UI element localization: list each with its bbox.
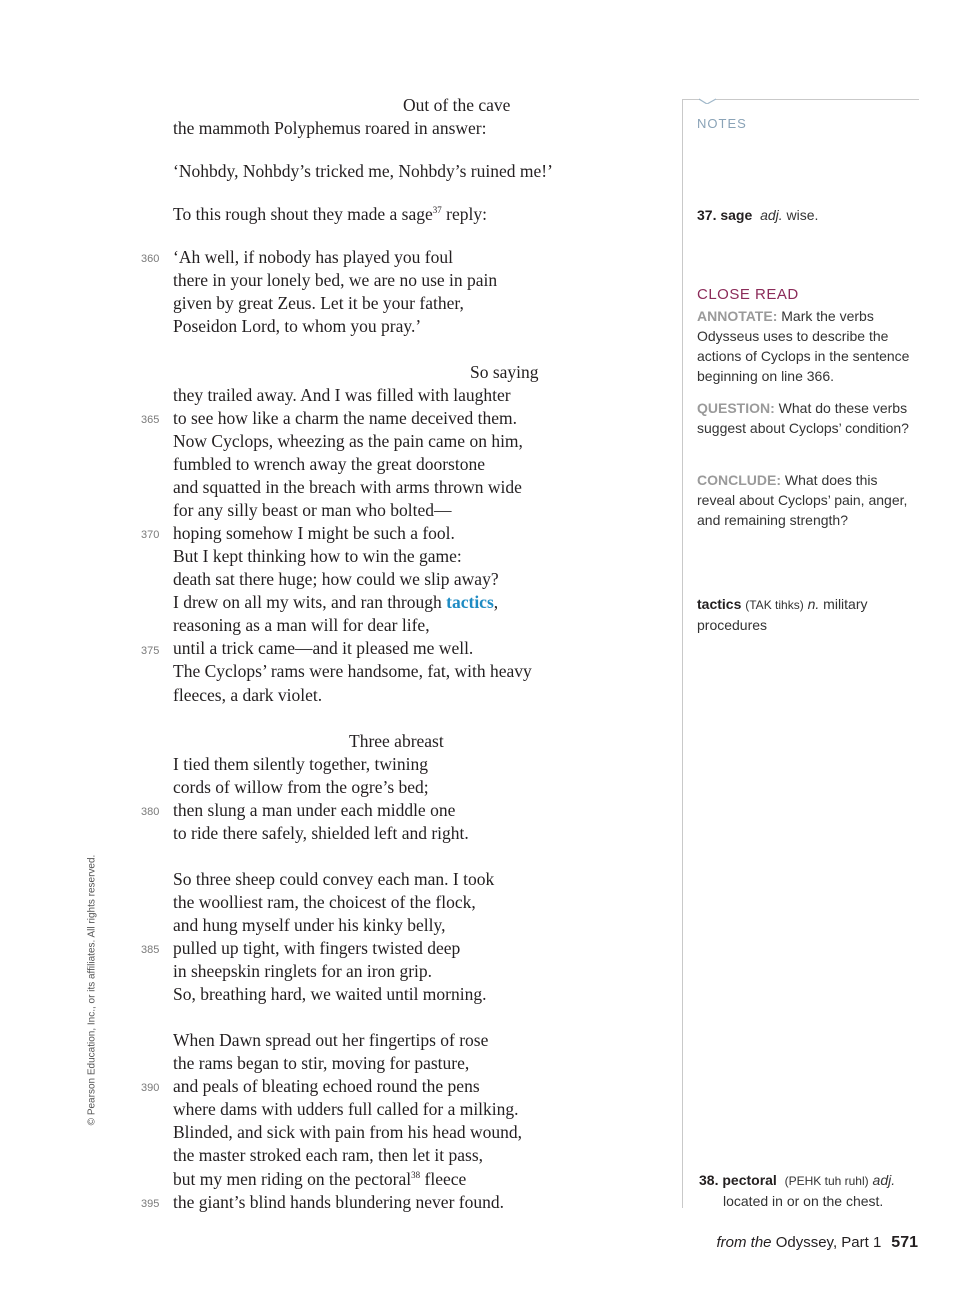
poem-line: and peals of bleating echoed round the pens [173, 1076, 480, 1096]
poem-line: and squatted in the breach with arms thrown wide [173, 477, 522, 497]
poem-line: ‘Nohbdy, Nohbdy’s tricked me, Nohbdy’s ruined me!’ [173, 161, 553, 181]
line-number: 370 [141, 529, 160, 541]
line-number: 375 [141, 645, 160, 657]
poem-line: So saying [470, 362, 539, 382]
poem-line: I tied them silently together, twining [173, 754, 428, 774]
notes-divider [682, 99, 700, 100]
line-number: 395 [141, 1198, 160, 1210]
poem-line: then slung a man under each middle one [173, 800, 456, 820]
poem-line: So, breathing hard, we waited until morning. [173, 984, 487, 1004]
poem-line: When Dawn spread out her fingertips of rose [173, 1030, 489, 1050]
page-number: 571 [891, 1234, 918, 1251]
line-number: 365 [141, 414, 160, 426]
poem-line: Blinded, and sick with pain from his head wound, [173, 1122, 522, 1142]
poem-line: Poseidon Lord, to whom you pray.’ [173, 316, 422, 336]
page-footer: from the Odyssey, Part 1 571 [716, 1234, 918, 1251]
poem-line: To this rough shout they made a sage$^{37}$ reply: [173, 204, 487, 224]
poem-line: there in your lonely bed, we are no use in pain [173, 270, 498, 290]
footnote-marker: 37 [432, 205, 442, 215]
copyright-notice: © Pearson Education, Inc., or its affiliates. All rights reserved. [86, 854, 98, 1126]
poem-line: death sat there huge; how could we slip away? [173, 569, 499, 589]
poem-line: in sheepskin ringlets for an iron grip. [173, 961, 433, 981]
poem-line: the master stroked each ram, then let it pass, [173, 1145, 484, 1165]
vocab-link-tactics[interactable]: tactics [446, 592, 494, 612]
footnote-pectoral: 38. pectoral (PEHK tuh ruhl) adj. located in or on the chest. [699, 1172, 896, 1209]
poem-line: but my men riding on the pectoral$^{38}$ fleece [173, 1169, 467, 1189]
poem-line: Now Cyclops, wheezing as the pain came on him, [173, 431, 523, 451]
line-number: 360 [141, 253, 160, 265]
poem-line: Out of the cave [403, 95, 511, 115]
poem-line: the mammoth Polyphemus roared in answer: [173, 118, 487, 138]
close-read-title: CLOSE READ [697, 286, 799, 303]
footnote-marker: 38 [411, 1170, 421, 1180]
footnote-sage: 37. sage adj. wise. [697, 207, 819, 223]
poem-line: pulled up tight, with fingers twisted deep [173, 938, 461, 958]
line-number: 380 [141, 806, 160, 818]
close-read-question: QUESTION: What do these verbs suggest about Cyclops’ condition? [697, 400, 909, 436]
poem-line: I drew on all my wits, and ran through tactics, [173, 592, 499, 612]
poem-line: the rams began to stir, moving for pasture, [173, 1053, 470, 1073]
poem-line: and hung myself under his kinky belly, [173, 915, 446, 935]
poem-line: fleeces, a dark violet. [173, 685, 323, 705]
poem-line: ‘Ah well, if nobody has played you foul [173, 247, 453, 267]
poem-line: for any silly beast or man who bolted— [173, 500, 452, 520]
poem-line: to ride there safely, shielded left and right. [173, 823, 469, 843]
poem-line: where dams with udders full called for a milking. [173, 1099, 519, 1119]
notes-tab-notch-icon [699, 92, 717, 104]
line-number: 385 [141, 944, 160, 956]
poem-line: fumbled to wrench away the great doorstone [173, 454, 485, 474]
poem-line: to see how like a charm the name deceived them. [173, 408, 518, 428]
close-read-conclude: CONCLUDE: What does this reveal about Cyclops’ pain, anger, and remaining strength? [697, 472, 908, 528]
poem-line: the woolliest ram, the choicest of the flock, [173, 892, 476, 912]
notes-divider [716, 99, 919, 100]
close-read-annotate: ANNOTATE: Mark the verbs Odysseus uses to describe the actions of Cyclops in the sentence beginning on line 366. [697, 308, 910, 384]
notes-heading: NOTES [697, 116, 747, 131]
poem-line: they trailed away. And I was filled with laughter [173, 385, 511, 405]
vocab-note-tactics: tactics (TAK tihks) n. military procedures [697, 596, 868, 633]
poem-line: hoping somehow I might be such a fool. [173, 523, 455, 543]
poem-line: until a trick came—and it pleased me well. [173, 638, 474, 658]
notes-divider [682, 99, 683, 1208]
poem-line: reasoning as a man will for dear life, [173, 615, 430, 635]
line-number: 390 [141, 1082, 160, 1094]
poem-line: the giant’s blind hands blundering never found. [173, 1192, 504, 1212]
poem-line: cords of willow from the ogre’s bed; [173, 777, 429, 797]
poem-line: But I kept thinking how to win the game: [173, 546, 462, 566]
poem-line: So three sheep could convey each man. I took [173, 869, 495, 889]
poem-line: The Cyclops’ rams were handsome, fat, with heavy [173, 661, 532, 681]
poem-line: Three abreast [349, 731, 444, 751]
poem-line: given by great Zeus. Let it be your father, [173, 293, 464, 313]
